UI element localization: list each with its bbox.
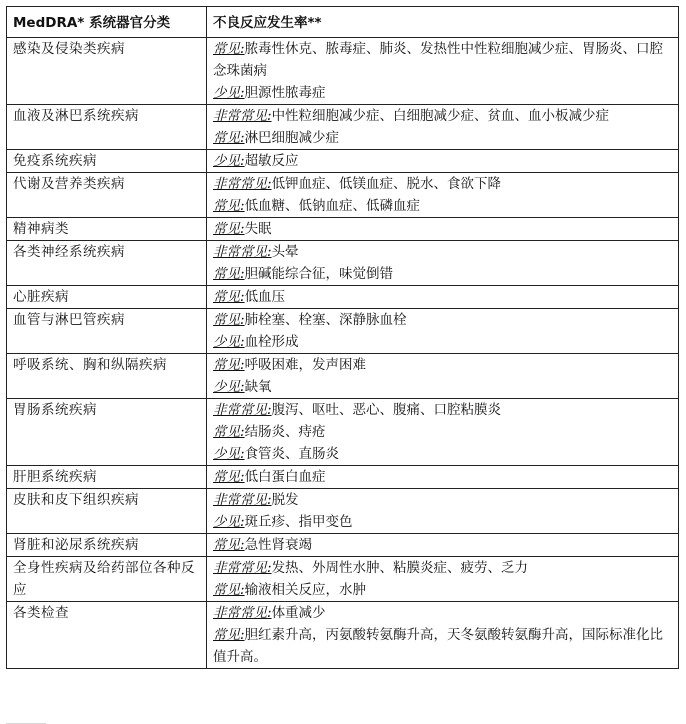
frequency-label: 常见: — [213, 582, 245, 598]
reaction-line — [213, 286, 672, 308]
reaction-cell — [207, 105, 679, 150]
frequency-label: 常见: — [213, 312, 245, 328]
reaction-text: 中性粒细胞减少症、白细胞减少症、贫血、血小板减少症 — [271, 108, 610, 124]
reaction-text: 超敏反应 — [244, 153, 299, 169]
reaction-line — [213, 105, 672, 127]
reaction-text: 呼吸困难，发声困难 — [244, 357, 367, 373]
soc-cell: 免疫系统疾病 — [7, 150, 207, 173]
reaction-text: 失眠 — [244, 221, 272, 237]
reaction-line — [213, 466, 672, 488]
cropped-footnote — [6, 712, 206, 724]
reaction-line — [213, 331, 672, 353]
soc-cell: 心脏疾病 — [7, 286, 207, 309]
table-row — [7, 399, 679, 466]
reaction-line — [213, 443, 672, 465]
table-row — [7, 38, 679, 105]
reaction-text: 脓毒性休克、脓毒症、肺炎、发热性中性粒细胞减少症、胃肠炎、口腔念珠菌病 — [213, 41, 664, 79]
reaction-cell — [207, 309, 679, 354]
frequency-label: 常见: — [213, 266, 245, 282]
reaction-text: 胆碱能综合征，味觉倒错 — [244, 266, 394, 282]
reaction-line — [213, 241, 672, 263]
reaction-line — [213, 579, 672, 601]
reaction-text: 低血压 — [244, 289, 286, 305]
reaction-text: 淋巴细胞减少症 — [244, 130, 340, 146]
reaction-cell — [207, 489, 679, 534]
frequency-label: 少见: — [213, 514, 245, 530]
reaction-cell — [207, 602, 679, 669]
reaction-text: 脱发 — [271, 492, 299, 508]
frequency-label: 常见: — [213, 627, 245, 643]
soc-cell: 血液及淋巴系统疾病 — [7, 105, 207, 150]
reaction-line — [213, 376, 672, 398]
reaction-cell — [207, 399, 679, 466]
reaction-line — [213, 354, 672, 376]
table-row — [7, 489, 679, 534]
table-row — [7, 150, 679, 173]
table-row — [7, 534, 679, 557]
frequency-label: 常见: — [213, 537, 245, 553]
frequency-label: 常见: — [213, 221, 245, 237]
frequency-label: 常见: — [213, 41, 245, 57]
frequency-label: 非常常见: — [213, 176, 272, 192]
reaction-line — [213, 309, 672, 331]
frequency-label: 非常常见: — [213, 605, 272, 621]
reaction-line — [213, 38, 672, 82]
reaction-text: 斑丘疹、指甲变色 — [244, 514, 353, 530]
reaction-cell — [207, 466, 679, 489]
header-frequency: 不良反应发生率** — [207, 7, 679, 38]
frequency-label: 少见: — [213, 446, 245, 462]
reaction-line — [213, 263, 672, 285]
table-row — [7, 354, 679, 399]
frequency-label: 非常常见: — [213, 244, 272, 260]
reaction-line — [213, 218, 672, 240]
table-row — [7, 105, 679, 150]
reaction-line — [213, 82, 672, 104]
reaction-text: 血栓形成 — [244, 334, 299, 350]
frequency-label: 少见: — [213, 153, 245, 169]
reaction-text: 急性肾衰竭 — [244, 537, 313, 553]
frequency-label: 非常常见: — [213, 402, 272, 418]
reaction-line — [213, 624, 672, 668]
reaction-line — [213, 511, 672, 533]
reaction-text: 输液相关反应，水肿 — [244, 582, 367, 598]
soc-cell: 感染及侵染类疾病 — [7, 38, 207, 105]
frequency-label: 少见: — [213, 334, 245, 350]
adverse-reaction-table — [6, 6, 679, 669]
soc-cell: 胃肠系统疾病 — [7, 399, 207, 466]
frequency-label: 常见: — [213, 198, 245, 214]
soc-cell: 皮肤和皮下组织疾病 — [7, 489, 207, 534]
frequency-label: 常见: — [213, 130, 245, 146]
reaction-text: 结肠炎、痔疮 — [244, 424, 326, 440]
table-body — [7, 38, 679, 669]
reaction-line — [213, 399, 672, 421]
frequency-label: 非常常见: — [213, 492, 272, 508]
reaction-cell — [207, 534, 679, 557]
reaction-line — [213, 489, 672, 511]
reaction-text: 低白蛋白血症 — [244, 469, 326, 485]
reaction-line — [213, 127, 672, 149]
reaction-line — [213, 173, 672, 195]
soc-cell: 呼吸系统、胸和纵隔疾病 — [7, 354, 207, 399]
frequency-label: 常见: — [213, 357, 245, 373]
frequency-label: 少见: — [213, 85, 245, 101]
reaction-cell — [207, 557, 679, 602]
reaction-text: 肺栓塞、栓塞、深静脉血栓 — [244, 312, 407, 328]
reaction-cell — [207, 150, 679, 173]
reaction-cell — [207, 286, 679, 309]
reaction-cell — [207, 218, 679, 241]
table-row — [7, 241, 679, 286]
soc-cell: 精神病类 — [7, 218, 207, 241]
reaction-line — [213, 195, 672, 217]
reaction-line — [213, 150, 672, 172]
adverse-reaction-table-container — [6, 6, 678, 669]
frequency-label: 少见: — [213, 379, 245, 395]
soc-cell: 代谢及营养类疾病 — [7, 173, 207, 218]
soc-cell: 血管与淋巴管疾病 — [7, 309, 207, 354]
table-row — [7, 286, 679, 309]
soc-cell: 各类检查 — [7, 602, 207, 669]
reaction-cell — [207, 173, 679, 218]
table-row — [7, 218, 679, 241]
frequency-label: 常见: — [213, 289, 245, 305]
reaction-cell — [207, 354, 679, 399]
frequency-label: 非常常见: — [213, 560, 272, 576]
table-row — [7, 309, 679, 354]
reaction-line — [213, 421, 672, 443]
soc-cell: 肾脏和泌尿系统疾病 — [7, 534, 207, 557]
frequency-label: 常见: — [213, 424, 245, 440]
reaction-text: 低血糖、低钠血症、低磷血症 — [244, 198, 421, 214]
frequency-label: 非常常见: — [213, 108, 272, 124]
header-soc: MedDRA* 系统器官分类 — [7, 7, 207, 38]
table-row — [7, 557, 679, 602]
reaction-text: 发热、外周性水肿、粘膜炎症、疲劳、乏力 — [271, 560, 529, 576]
reaction-text: 体重减少 — [271, 605, 326, 621]
reaction-line — [213, 534, 672, 556]
reaction-line — [213, 557, 672, 579]
soc-cell: 各类神经系统疾病 — [7, 241, 207, 286]
reaction-text: 缺氧 — [244, 379, 272, 395]
reaction-text: 头晕 — [271, 244, 299, 260]
reaction-text: 腹泻、呕吐、恶心、腹痛、口腔粘膜炎 — [271, 402, 502, 418]
reaction-cell — [207, 38, 679, 105]
table-header-row — [7, 7, 679, 38]
table-row — [7, 602, 679, 669]
reaction-text: 胆红素升高，丙氨酸转氨酶升高，天冬氨酸转氨酶升高，国际标准化比值升高。 — [213, 627, 664, 665]
reaction-text: 胆源性脓毒症 — [244, 85, 326, 101]
reaction-cell — [207, 241, 679, 286]
table-row — [7, 466, 679, 489]
reaction-text: 食管炎、直肠炎 — [244, 446, 340, 462]
reaction-line — [213, 602, 672, 624]
soc-cell: 肝胆系统疾病 — [7, 466, 207, 489]
frequency-label: 常见: — [213, 469, 245, 485]
table-row — [7, 173, 679, 218]
reaction-text: 低钾血症、低镁血症、脱水、食欲下降 — [271, 176, 502, 192]
soc-cell: 全身性疾病及给药部位各种反应 — [7, 557, 207, 602]
